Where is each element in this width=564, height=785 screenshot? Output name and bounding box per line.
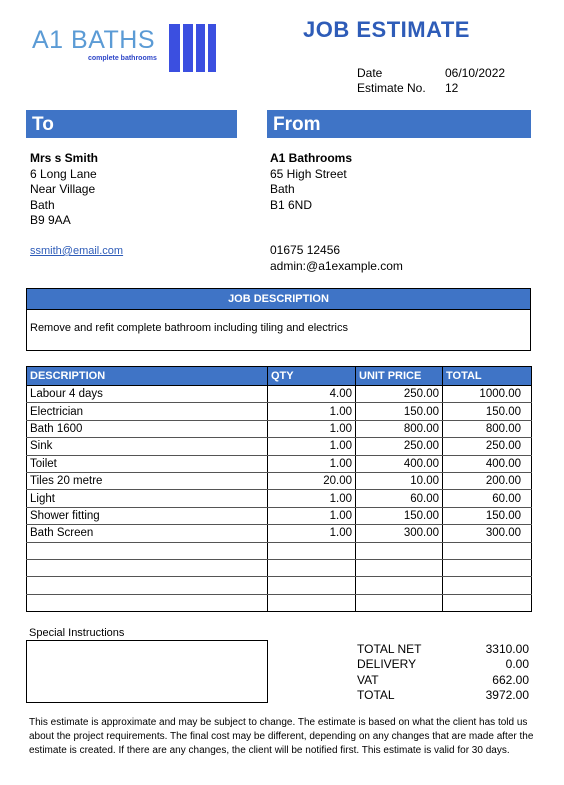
cell-total [443,594,532,611]
cell-total: 250.00 [443,438,532,455]
table-row [27,559,532,576]
cell-qty: 4.00 [268,386,356,403]
from-address [270,151,352,213]
cell-total [443,577,532,594]
cell-unit-price: 150.00 [356,507,443,524]
logo-tagline: complete bathrooms [88,55,157,62]
column-header-description: DESCRIPTION [27,367,268,386]
to-address-line: B9 9AA [30,213,71,227]
totals-summary [357,642,529,703]
to-address-line: 6 Long Lane [30,166,97,181]
cell-total [443,559,532,576]
delivery-value: 0.00 [505,657,529,672]
cell-description: Labour 4 days [27,386,268,403]
footer-disclaimer: This estimate is approximate and may be subject to change. The estimate is based on what the client has told us about the project requirements. The final cost may be different, depending on any changes that are made after the estimate is created. If there are any changes, the client will be notified first. This estimate is valid for 30 days. [29,717,534,757]
cell-total: 150.00 [443,507,532,524]
vat-value: 662.00 [492,672,529,687]
table-row [27,386,532,403]
vat-row [357,673,529,688]
job-description-text: Remove and refit complete bathroom including tiling and electrics [30,322,348,334]
date-value: 06/10/2022 [445,66,506,80]
cell-total: 200.00 [443,472,532,489]
cell-description: Bath 1600 [27,420,268,437]
document-title: JOB ESTIMATE [303,17,470,42]
total-net-value: 3310.00 [485,642,529,656]
special-instructions-label: Special Instructions [29,627,125,639]
items-table [26,366,532,612]
cell-total [443,542,532,559]
to-heading: To [26,110,237,138]
from-address-line: Bath [270,182,295,196]
to-name: Mrs s Smith [30,151,99,165]
cell-description: Tiles 20 metre [27,472,268,489]
table-row [27,542,532,559]
cell-unit-price: 400.00 [356,455,443,472]
cell-total: 300.00 [443,525,532,542]
estimate-number-value: 12 [445,81,459,95]
to-address [30,151,98,229]
delivery-row [357,657,529,672]
from-phone: 01675 12456 [270,243,341,257]
estimate-number-label: Estimate No. [357,81,426,95]
cell-qty [268,594,356,611]
special-instructions-box [26,640,268,703]
cell-description: Shower fitting [27,507,268,524]
from-name: A1 Bathrooms [270,151,353,165]
cell-total: 60.00 [443,490,532,507]
from-heading: From [267,110,531,138]
cell-description [27,559,268,576]
to-address-line: Bath [30,197,55,212]
grand-total-label: TOTAL [357,687,395,702]
cell-description: Toilet [27,455,268,472]
date-label: Date [357,66,383,80]
cell-qty: 1.00 [268,507,356,524]
cell-qty: 1.00 [268,403,356,420]
cell-total: 800.00 [443,420,532,437]
from-email: admin:@a1example.com [270,258,403,273]
job-description-heading: JOB DESCRIPTION [27,289,530,310]
cell-qty: 1.00 [268,438,356,455]
grand-total-row [357,688,529,703]
table-row [27,507,532,524]
total-net-label: TOTAL NET [357,642,422,656]
cell-unit-price: 250.00 [356,386,443,403]
job-description-box [26,288,531,351]
table-row [27,472,532,489]
cell-description: Bath Screen [27,525,268,542]
company-logo [30,22,220,72]
table-row [27,525,532,542]
logo-brand-text: A1 BATHS [32,26,156,54]
cell-description [27,577,268,594]
cell-unit-price: 800.00 [356,420,443,437]
cell-qty [268,577,356,594]
column-header-unit-price: UNIT PRICE [356,367,443,386]
cell-unit-price: 150.00 [356,403,443,420]
table-row [27,490,532,507]
cell-total: 1000.00 [443,386,532,403]
table-row [27,420,532,437]
cell-qty [268,542,356,559]
cell-unit-price: 250.00 [356,438,443,455]
cell-qty [268,559,356,576]
cell-qty: 1.00 [268,455,356,472]
cell-qty: 1.00 [268,490,356,507]
vat-label: VAT [357,672,379,687]
cell-total: 150.00 [443,403,532,420]
cell-qty: 1.00 [268,525,356,542]
cell-unit-price [356,577,443,594]
table-row [27,403,532,420]
cell-description: Electrician [27,403,268,420]
from-address-line: B1 6ND [270,197,313,212]
cell-unit-price: 300.00 [356,525,443,542]
cell-unit-price: 10.00 [356,472,443,489]
to-address-line: Near Village [30,182,96,196]
cell-qty: 1.00 [268,420,356,437]
cell-unit-price [356,594,443,611]
from-contact [270,243,403,274]
cell-unit-price [356,542,443,559]
from-address-line: 65 High Street [270,166,347,181]
table-row [27,438,532,455]
cell-description: Sink [27,438,268,455]
delivery-label: DELIVERY [357,657,417,672]
cell-unit-price [356,559,443,576]
cell-description [27,542,268,559]
cell-unit-price: 60.00 [356,490,443,507]
cell-description [27,594,268,611]
table-header-row [27,367,532,386]
to-email-link[interactable]: ssmith@email.com [30,245,124,257]
table-row [27,577,532,594]
cell-description: Light [27,490,268,507]
logo-bars-icon [169,24,217,72]
cell-qty: 20.00 [268,472,356,489]
table-row [27,594,532,611]
grand-total-value: 3972.00 [485,687,529,702]
cell-total: 400.00 [443,455,532,472]
column-header-qty: QTY [268,367,356,386]
table-row [27,455,532,472]
column-header-total: TOTAL [443,367,532,386]
total-net-row [357,642,529,657]
